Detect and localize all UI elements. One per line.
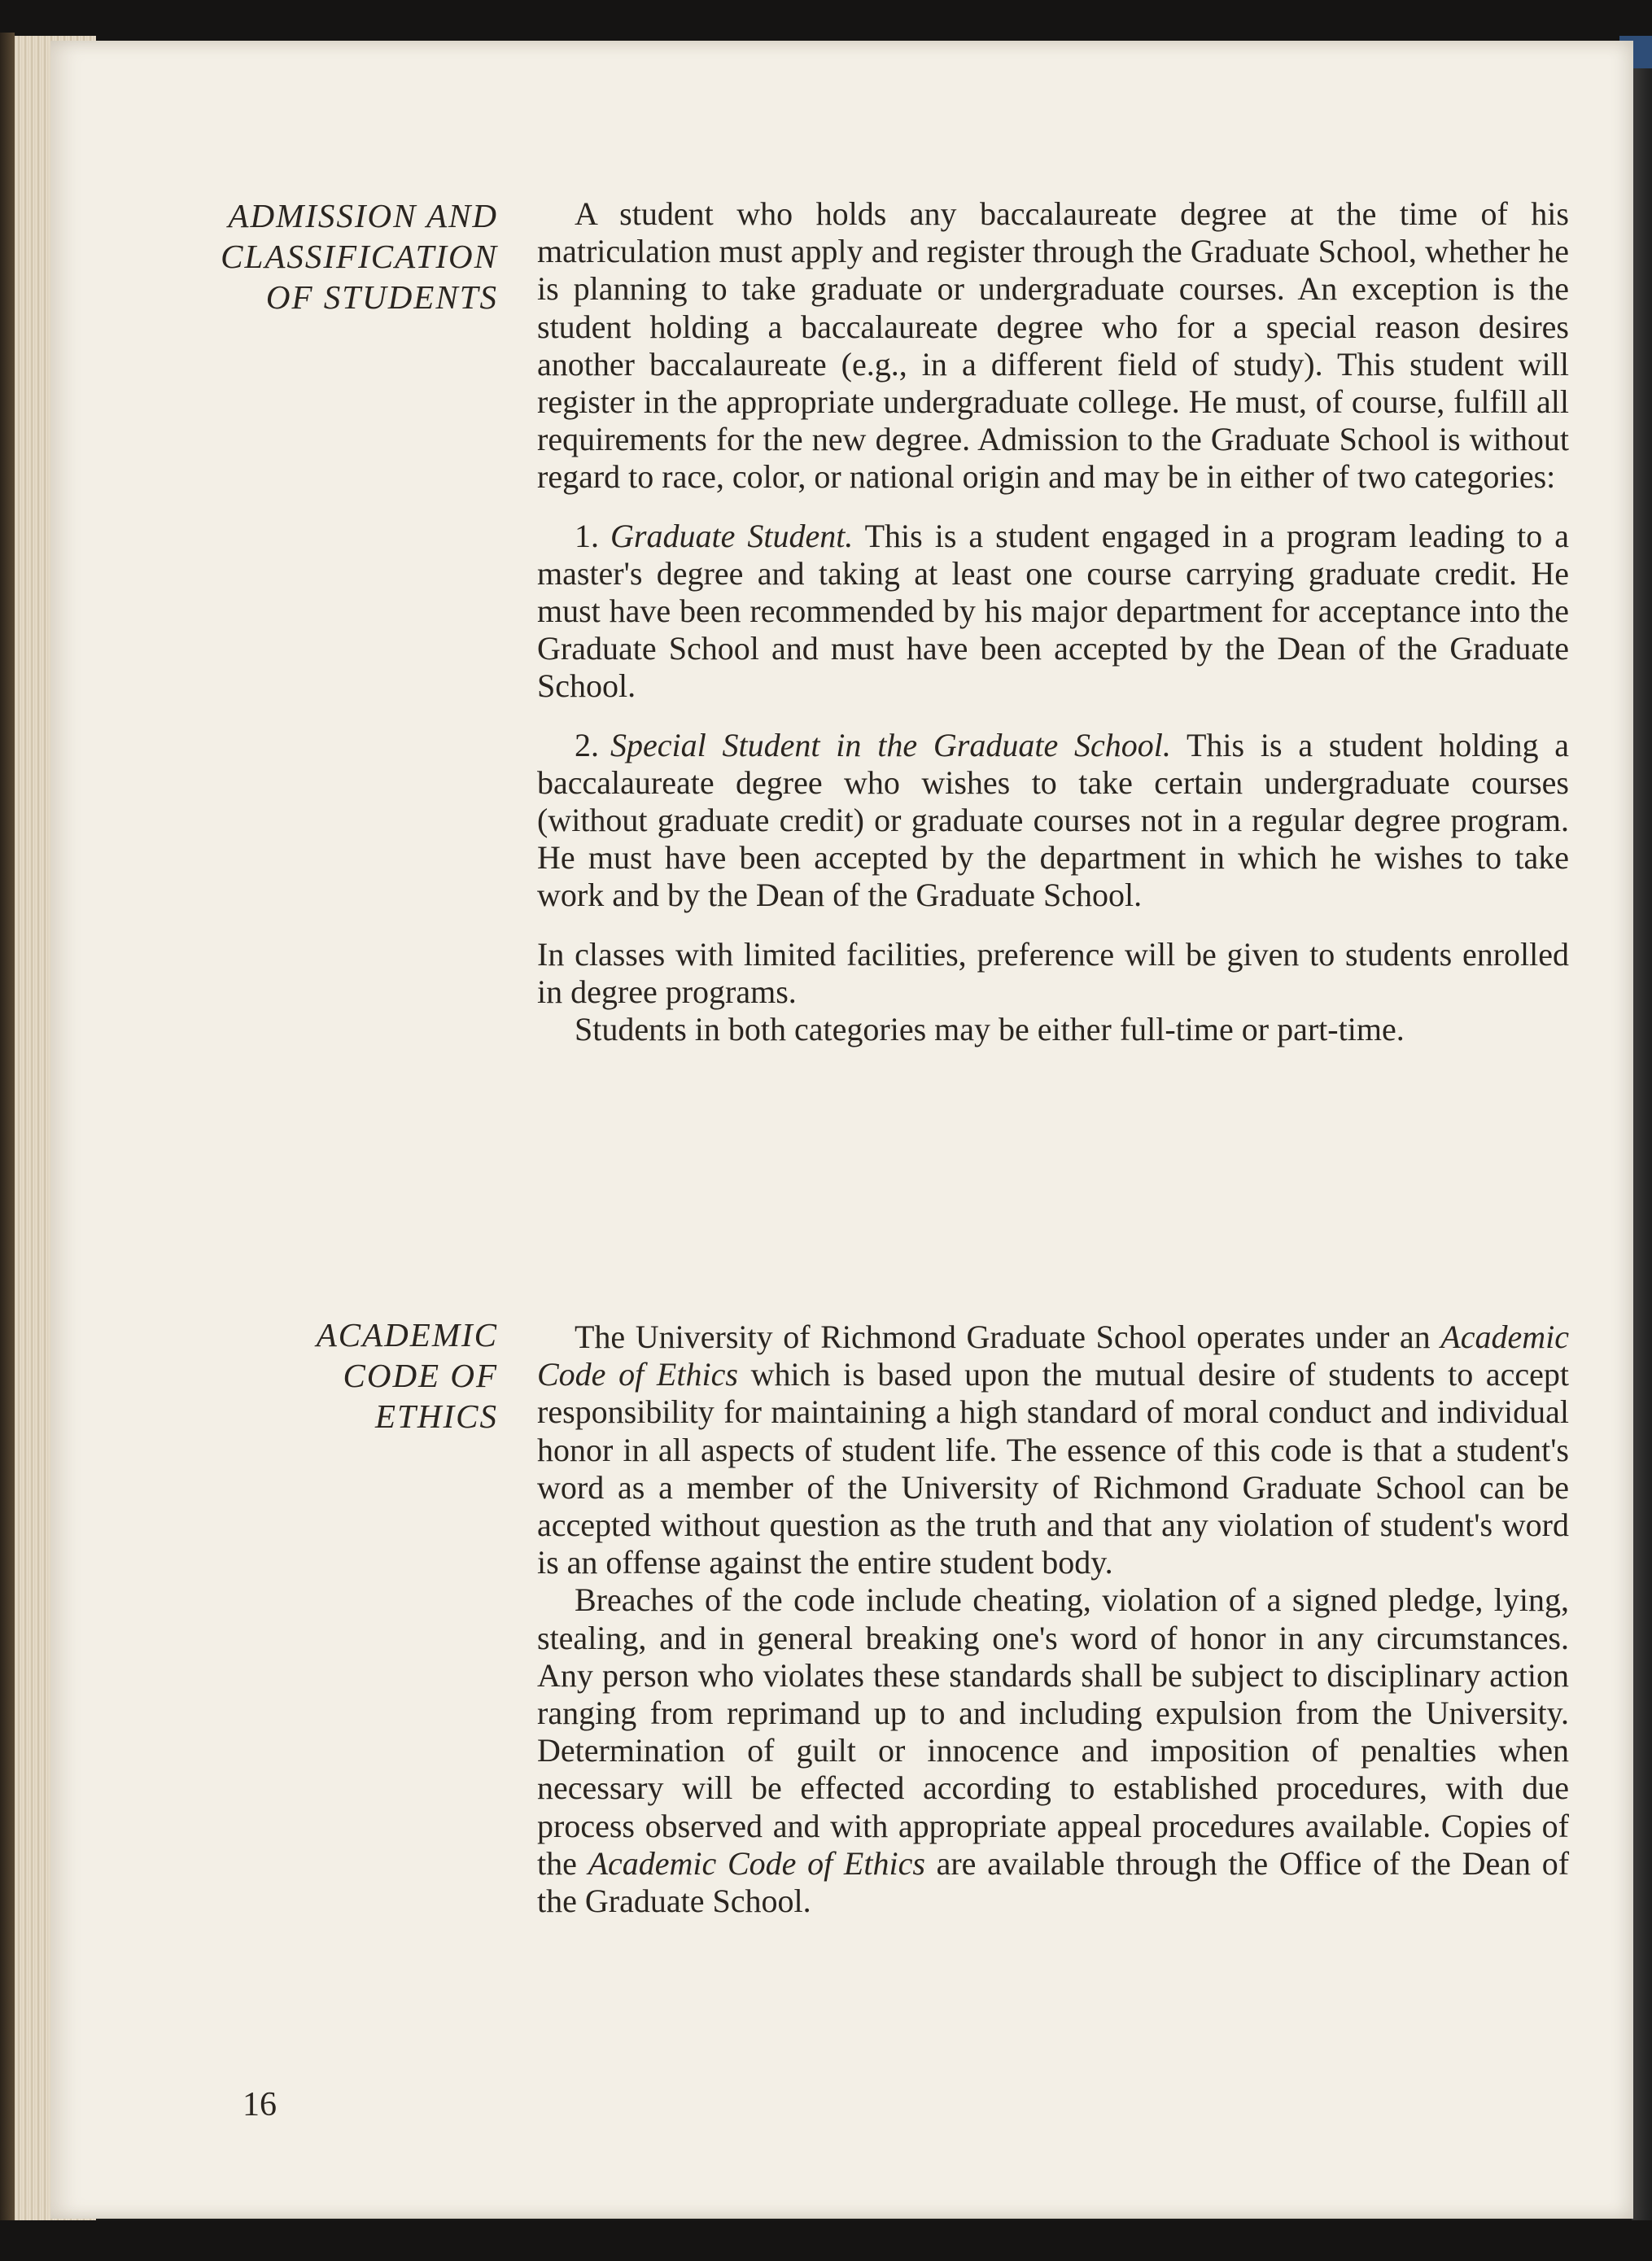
side-heading-ethics bbox=[317, 1314, 498, 1437]
item-number: 1. bbox=[575, 517, 599, 554]
text-run: are available through the Office of the Dean of the Graduate School. bbox=[537, 1844, 1570, 1920]
side-heading-line: CLASSIFICATION bbox=[221, 238, 498, 275]
side-heading-line: CODE OF bbox=[343, 1357, 498, 1394]
side-heading-line: ACADEMIC bbox=[316, 1316, 498, 1354]
page-number: 16 bbox=[243, 2086, 277, 2123]
text-run: Breaches of the code include cheating, violation of a signed pledge, lying, stealing, and in general breaking one's word of honor in any circumstances. Any person who violates these standards shall be subject to disciplinary action ranging from reprimand up to and including expulsion from the University. Determination of guilt or innocence and imposition of penalties when necessary will be effected according to established procedures, with due process observed and with appropriate appeal procedures available. Copies of the bbox=[537, 1581, 1569, 1882]
side-heading-line: ETHICS bbox=[375, 1397, 498, 1435]
limited-facilities-note: In classes with limited facilities, preference will be given to students enrolled in degree programs. bbox=[537, 935, 1569, 1010]
code-title: Academic Code of Ethics bbox=[588, 1844, 925, 1882]
code-title: Academic Code of Ethics bbox=[537, 1319, 1569, 1393]
ethics-body bbox=[537, 1319, 1569, 1920]
admission-body bbox=[537, 195, 1569, 1048]
ethics-paragraph-2 bbox=[537, 1581, 1569, 1920]
item-text: This is a student holding a baccalaureate degree who wishes to take certain undergraduate courses (without graduate credit) or graduate courses not in a regular degree program. He must have been accepted by the department in which he wishes to take work and by the Dean of the Graduate School. bbox=[537, 726, 1570, 914]
item-title: Special Student in the Graduate School. bbox=[610, 726, 1171, 763]
admission-intro: A student who holds any baccalaureate degree at the time of his matriculation must apply and register through the Graduate School, whether he is planning to take graduate or undergraduate courses. An exception is the student holding a baccalaureate degree who for a special reason desires another baccalaureate (e.g., in a different field of study). This student will register in the appropriate undergraduate college. He must, of course, fulfill all requirements for the new degree. Admission to the Graduate School is without regard to race, color, or national origin and may be in either of two categories: bbox=[537, 195, 1569, 496]
text-run: which is based upon the mutual desire of students to accept responsibility for maintaining a high standard of moral conduct and individual honor in all aspects of student life. The essence of this code is that a student's word as a member of the University of Richmond Graduate School can be accepted without question as the truth and that any violation of student's word is an offense against the entire student body. bbox=[537, 1356, 1570, 1581]
scan-border-top bbox=[0, 0, 1652, 42]
item-title: Graduate Student. bbox=[610, 517, 854, 554]
ethics-paragraph-1 bbox=[537, 1319, 1569, 1581]
side-heading-line: ADMISSION AND bbox=[228, 197, 498, 234]
item-number: 2. bbox=[575, 726, 599, 763]
category-graduate-student bbox=[537, 518, 1569, 706]
side-heading-line: OF STUDENTS bbox=[265, 278, 498, 316]
side-heading-admission bbox=[221, 195, 498, 317]
scan-border-bottom bbox=[0, 2220, 1652, 2261]
item-text: This is a student engaged in a program leading to a master's degree and taking at least one course carrying graduate credit. He must have been recommended by his major department for acceptance into the Graduate School and must have been accepted by the Dean of the Graduate School. bbox=[537, 517, 1569, 705]
book-spine bbox=[0, 33, 15, 2230]
full-part-time-note: Students in both categories may be either full-time or part-time. bbox=[575, 1011, 1405, 1048]
text-run: The University of Richmond Graduate School operates under an bbox=[575, 1319, 1431, 1355]
category-special-student bbox=[537, 727, 1569, 915]
book-cover-edge bbox=[1632, 36, 1652, 2225]
